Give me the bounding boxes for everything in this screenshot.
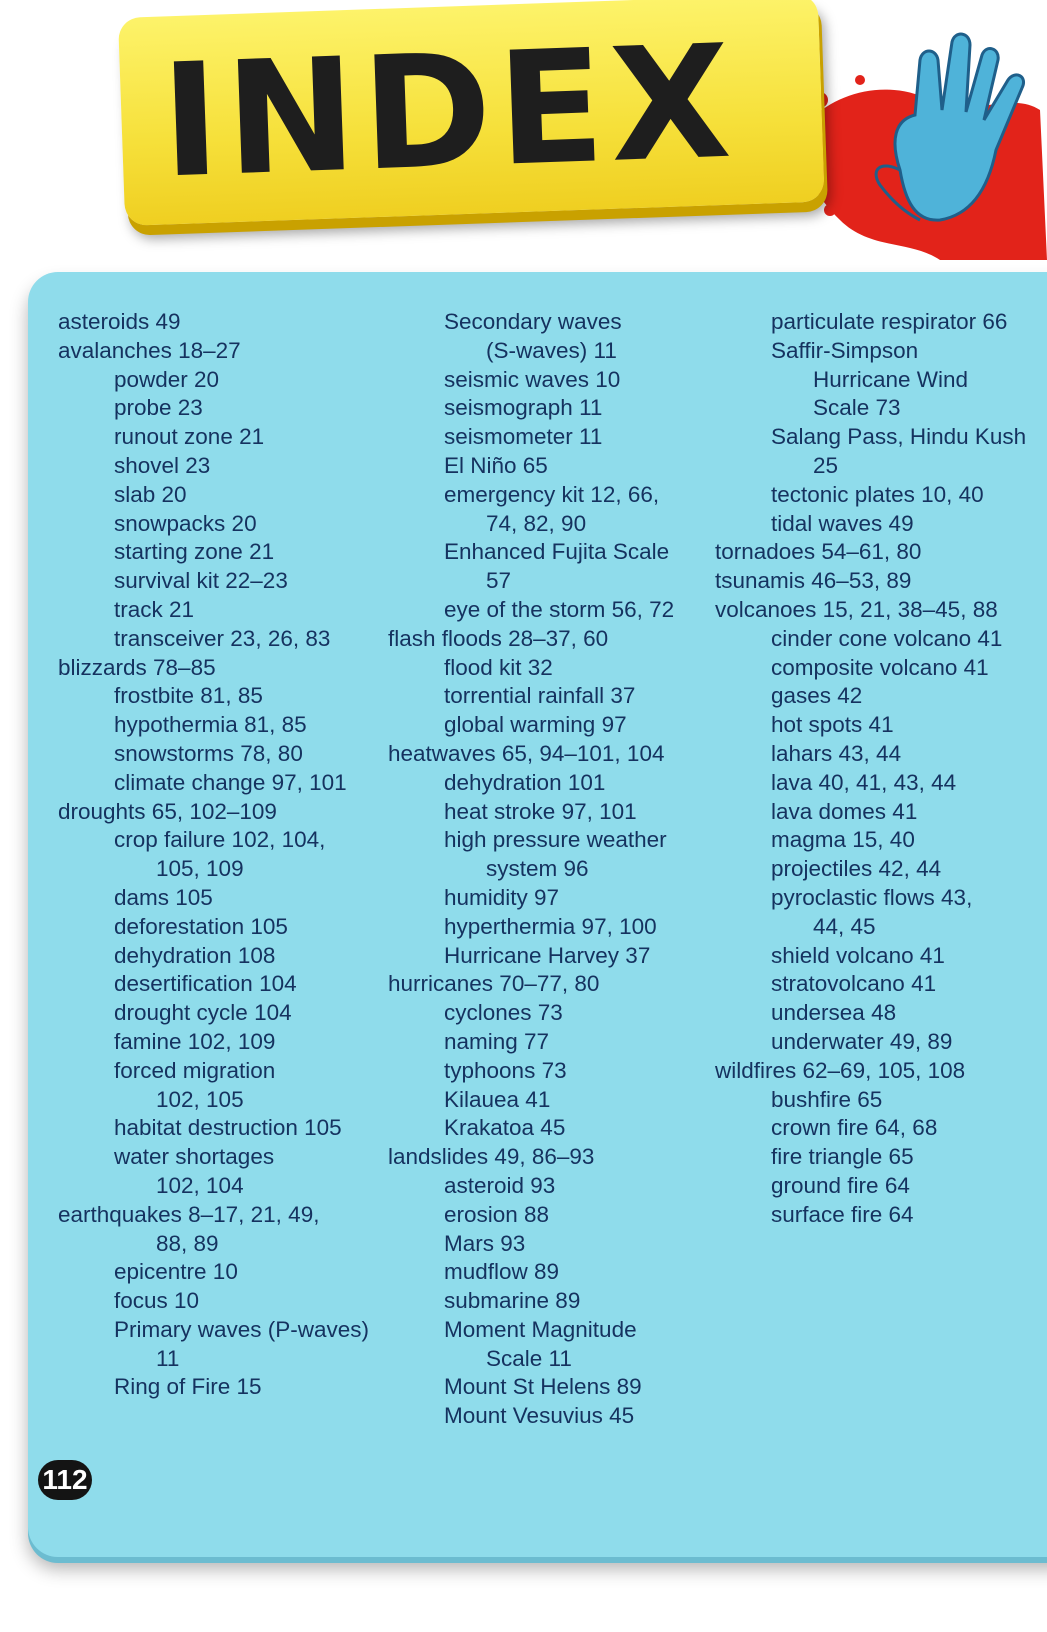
- index-subentry: Krakatoa 45: [444, 1115, 566, 1141]
- index-subentry: climate change 97, 101: [114, 769, 347, 795]
- index-subentry: hyperthermia 97, 100: [444, 913, 657, 939]
- index-subentry: habitat destruction 105: [114, 1115, 342, 1141]
- index-column-3: [715, 308, 1026, 1230]
- index-entry: tornadoes 54–61, 80: [715, 539, 922, 565]
- index-entry: wildfires 62–69, 105, 108: [715, 1057, 966, 1083]
- index-subentry: runout zone 21: [114, 424, 265, 450]
- index-subentry: undersea 48: [771, 1000, 897, 1026]
- index-subentry: erosion 88: [444, 1201, 550, 1227]
- index-subentry: Secondary waves: [444, 309, 622, 334]
- index-subentry: Moment Magnitude: [444, 1316, 637, 1342]
- index-subentry: 44, 45: [813, 913, 876, 939]
- index-subentry: famine 102, 109: [114, 1028, 276, 1054]
- index-subentry: hypothermia 81, 85: [114, 712, 307, 738]
- index-subentry: torrential rainfall 37: [444, 683, 636, 709]
- index-subentry: lava domes 41: [771, 798, 918, 824]
- index-subentry: track 21: [114, 596, 195, 622]
- index-subentry: magma 15, 40: [771, 827, 915, 853]
- index-subentry: lahars 43, 44: [771, 740, 902, 766]
- index-subentry: shovel 23: [114, 452, 211, 478]
- index-subentry: epicentre 10: [114, 1259, 238, 1285]
- index-subentry: eye of the storm 56, 72: [444, 596, 675, 622]
- index-entry: heatwaves 65, 94–101, 104: [388, 740, 665, 766]
- title-banner: [118, 0, 825, 226]
- index-subentry: Kilauea 41: [444, 1086, 551, 1112]
- index-subentry: snowpacks 20: [114, 510, 257, 536]
- index-subentry: fire triangle 65: [771, 1144, 914, 1170]
- index-entry: asteroids 49: [58, 309, 181, 334]
- index-subentry: particulate respirator 66: [771, 309, 1008, 334]
- index-subentry: (S-waves) 11: [486, 337, 617, 363]
- index-entry: tsunamis 46–53, 89: [715, 568, 912, 594]
- index-subentry: mudflow 89: [444, 1259, 560, 1285]
- index-subentry: desertification 104: [114, 971, 297, 997]
- index-subentry: ground fire 64: [771, 1172, 910, 1198]
- index-subentry: transceiver 23, 26, 83: [114, 625, 331, 651]
- index-subentry: Enhanced Fujita Scale: [444, 539, 670, 565]
- index-subentry: starting zone 21: [114, 539, 275, 565]
- index-subentry: 57: [486, 568, 512, 594]
- index-subentry: asteroid 93: [444, 1172, 556, 1198]
- index-subentry: Mount St Helens 89: [444, 1374, 642, 1400]
- index-subentry: system 96: [486, 856, 589, 882]
- index-subentry: El Niño 65: [444, 452, 548, 478]
- index-entry: landslides 49, 86–93: [388, 1144, 595, 1170]
- index-subentry: cinder cone volcano 41: [771, 625, 1003, 651]
- index-subentry: Primary waves (P-waves): [114, 1316, 370, 1342]
- index-subentry: drought cycle 104: [114, 1000, 292, 1026]
- index-subentry: pyroclastic flows 43,: [771, 884, 973, 910]
- index-subentry: seismometer 11: [444, 424, 603, 450]
- index-subentry: submarine 89: [444, 1288, 581, 1314]
- index-subentry: lava 40, 41, 43, 44: [771, 769, 957, 795]
- index-entry: droughts 65, 102–109: [58, 798, 277, 824]
- index-subentry: crown fire 64, 68: [771, 1115, 938, 1141]
- page-number-badge: 112: [38, 1460, 92, 1500]
- index-subentry: 102, 104: [156, 1172, 244, 1198]
- index-subentry: water shortages: [114, 1144, 275, 1170]
- index-subentry: hot spots 41: [771, 712, 894, 738]
- index-subentry: seismic waves 10: [444, 366, 621, 392]
- index-subentry: cyclones 73: [444, 1000, 563, 1026]
- index-subentry: tectonic plates 10, 40: [771, 481, 984, 507]
- index-subentry: projectiles 42, 44: [771, 856, 942, 882]
- index-subentry: frostbite 81, 85: [114, 683, 263, 709]
- index-entry: earthquakes 8–17, 21, 49,: [58, 1201, 320, 1227]
- handprint-icon: [860, 20, 1047, 260]
- index-subentry: bushfire 65: [771, 1086, 883, 1112]
- index-column-1: [58, 308, 369, 1402]
- index-subentry: slab 20: [114, 481, 187, 507]
- index-subentry: shield volcano 41: [771, 942, 945, 968]
- index-subentry: composite volcano 41: [771, 654, 989, 680]
- index-subentry: 11: [156, 1345, 180, 1371]
- index-subentry: surface fire 64: [771, 1201, 914, 1227]
- index-subentry: Saffir-Simpson: [771, 337, 919, 363]
- index-subentry: crop failure 102, 104,: [114, 827, 326, 853]
- index-subentry: Salang Pass, Hindu Kush: [771, 424, 1027, 450]
- index-subentry: Mars 93: [444, 1230, 526, 1256]
- index-subentry: 88, 89: [156, 1230, 219, 1256]
- index-subentry: global warming 97: [444, 712, 627, 738]
- index-subentry: underwater 49, 89: [771, 1028, 953, 1054]
- index-subentry: humidity 97: [444, 884, 560, 910]
- index-entry: hurricanes 70–77, 80: [388, 971, 600, 997]
- index-subentry: gases 42: [771, 683, 863, 709]
- index-subentry: dehydration 108: [114, 942, 276, 968]
- index-subentry: dehydration 101: [444, 769, 606, 795]
- index-subentry: naming 77: [444, 1028, 550, 1054]
- index-subentry: Hurricane Harvey 37: [444, 942, 651, 968]
- index-subentry: Scale 73: [813, 395, 901, 421]
- index-subentry: Mount Vesuvius 45: [444, 1403, 635, 1429]
- index-column-2: [388, 308, 674, 1431]
- index-subentry: 25: [813, 452, 839, 478]
- index-subentry: Scale 11: [486, 1345, 572, 1371]
- index-subentry: forced migration: [114, 1057, 276, 1083]
- index-subentry: tidal waves 49: [771, 510, 914, 536]
- page-title: INDEX: [158, 10, 740, 213]
- index-subentry: focus 10: [114, 1288, 200, 1314]
- index-subentry: 74, 82, 90: [486, 510, 587, 536]
- index-subentry: 105, 109: [156, 856, 244, 882]
- index-subentry: emergency kit 12, 66,: [444, 481, 660, 507]
- index-entry: blizzards 78–85: [58, 654, 216, 680]
- index-entry: avalanches 18–27: [58, 337, 241, 363]
- index-subentry: seismograph 11: [444, 395, 603, 421]
- index-subentry: deforestation 105: [114, 913, 288, 939]
- index-subentry: typhoons 73: [444, 1057, 567, 1083]
- index-subentry: probe 23: [114, 395, 203, 421]
- index-subentry: Hurricane Wind: [813, 366, 969, 392]
- index-subentry: high pressure weather: [444, 827, 667, 853]
- index-subentry: dams 105: [114, 884, 213, 910]
- index-entry: flash floods 28–37, 60: [388, 625, 609, 651]
- index-entry: volcanoes 15, 21, 38–45, 88: [715, 596, 998, 622]
- index-subentry: snowstorms 78, 80: [114, 740, 303, 766]
- index-subentry: Ring of Fire 15: [114, 1374, 262, 1400]
- index-subentry: stratovolcano 41: [771, 971, 937, 997]
- index-subentry: heat stroke 97, 101: [444, 798, 637, 824]
- index-subentry: 102, 105: [156, 1086, 244, 1112]
- index-subentry: survival kit 22–23: [114, 568, 288, 594]
- index-subentry: flood kit 32: [444, 654, 553, 680]
- index-subentry: powder 20: [114, 366, 220, 392]
